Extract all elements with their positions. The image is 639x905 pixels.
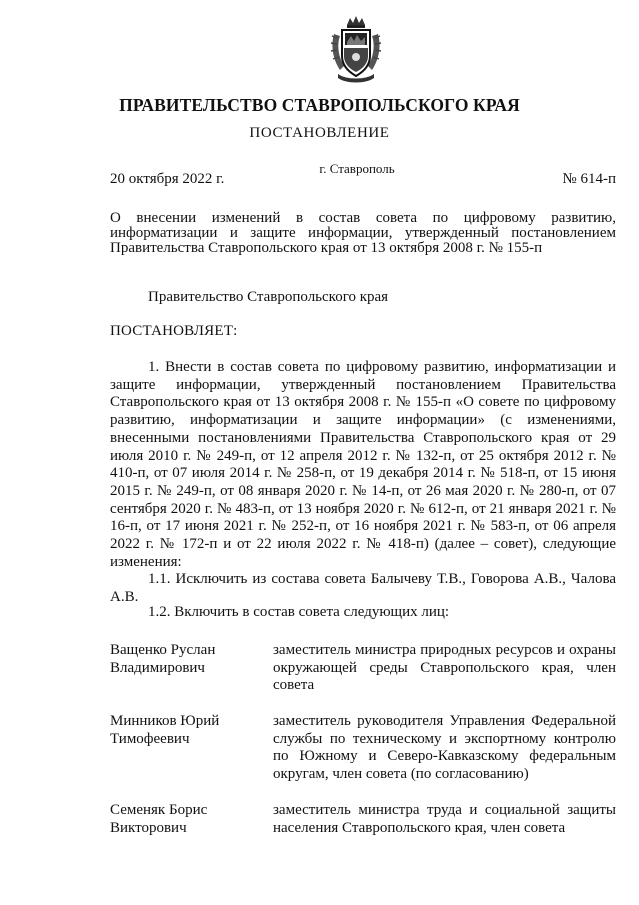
member-name (110, 802, 260, 837)
member-surname-first: Минников Юрий (110, 713, 220, 729)
member-surname-first: Семеняк Борис (110, 802, 208, 818)
resolves-heading: ПОСТАНОВЛЯЕТ: (110, 323, 238, 339)
member-name (110, 642, 260, 677)
member-position: заместитель министра природных ресурсов и охраны окружающей среды Ставропольского края, член совета (273, 642, 616, 694)
coat-of-arms-icon (328, 14, 384, 86)
paragraph-1: 1. Внести в состав совета по цифровому развитию, информатизации и защите информации, утвержденный постановлением Правительства Ставропольского края от 13 октября 2008 г. № 155-п «О совете по цифровому развитию, информатизации и защите информации» (с изменениями, внесенными постановлениями Правительства Ставропольского края от 29 июля 2010 г. № 249-п, от 12 апреля 2012 г. № 132-п, от 25 октября 2012 г. № 410-п, от 07 июля 2014 г. № 258-п, от 19 декабря 2014 г. № 518-п, от 15 июня 2015 г. № 249-п, от 08 января 2020 г. № 14-п, от 26 мая 2020 г. № 280-п, от 07 сентября 2020 г. № 483-п, от 13 ноября 2020 г. № 612-п, от 21 января 2021 г. № 16-п, от 17 июня 2021 г. № 252-п, от 16 ноября 2021 г. № 583-п, от 06 апреля 2022 г. № 172-п и от 22 июля 2022 г. № 418-п) (далее – совет), следующие изменения: (110, 359, 616, 570)
member-name (110, 713, 260, 748)
government-title: ПРАВИТЕЛЬСТВО СТАВРОПОЛЬСКОГО КРАЯ (119, 95, 520, 115)
paragraph-1-2: 1.2. Включить в состав совета следующих лиц: (148, 604, 450, 620)
member-position: заместитель руководителя Управления Федеральной службы по техническому и экспортному контролю по Южному и Северо-Кавказскому федеральным округам, член совета (по согласованию) (273, 713, 616, 783)
member-position: заместитель министра труда и социальной защиты населения Ставропольского края, член совета (273, 802, 616, 836)
document-date: 20 октября 2022 г. (110, 171, 225, 187)
member-patronymic: Владимирович (110, 659, 205, 676)
member-patronymic: Викторович (110, 819, 187, 836)
document-type: ПОСТАНОВЛЕНИЕ (249, 125, 390, 141)
city-label: г. Ставрополь (319, 161, 395, 176)
member-surname-first: Ващенко Руслан (110, 642, 216, 658)
document-number: № 614-п (562, 171, 616, 187)
document-subject: О внесении изменений в состав совета по цифровому развитию, информатизации и защите информации, утвержденный постановлением Правительства Ставропольского края от 13 октября 2008 г. № 155-п (110, 210, 616, 256)
member-patronymic: Тимофеевич (110, 730, 190, 747)
paragraph-1-1: 1.1. Исключить из состава совета Балычеву Т.В., Говорова А.В., Чалова А.В. (110, 571, 616, 605)
issuing-body: Правительство Ставропольского края (148, 289, 389, 305)
